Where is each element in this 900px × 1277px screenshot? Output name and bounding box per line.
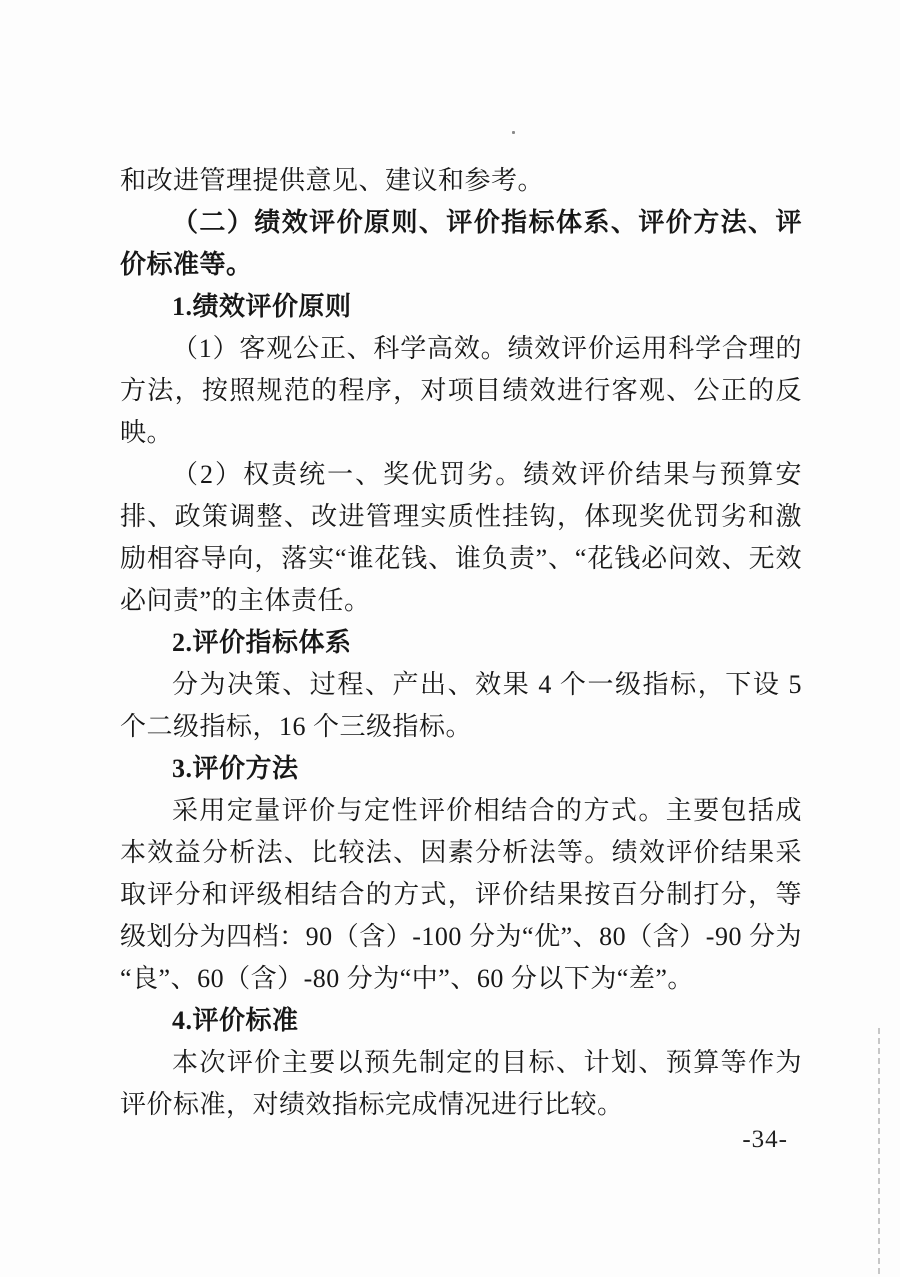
scan-speck-artifact bbox=[512, 131, 515, 134]
subsection-heading-3: 3.评价方法 bbox=[172, 754, 299, 783]
page-number: -34- bbox=[742, 1126, 788, 1153]
paragraph: 本次评价主要以预先制定的目标、计划、预算等作为评价标准，对绩效指标完成情况进行比较。 bbox=[120, 1048, 802, 1119]
subsection-heading-4: 4.评价标准 bbox=[172, 1006, 299, 1035]
paragraph: 分为决策、过程、产出、效果 4 个一级指标，下设 5 个二级指标，16 个三级指标。 bbox=[120, 670, 802, 741]
paragraph: （1）客观公正、科学高效。绩效评价运用科学合理的方法，按照规范的程序，对项目绩效进行客观、公正的反映。 bbox=[120, 334, 802, 447]
subsection-heading-1: 1.绩效评价原则 bbox=[172, 292, 352, 321]
document-body bbox=[120, 160, 802, 1126]
paragraph: 采用定量评价与定性评价相结合的方式。主要包括成本效益分析法、比较法、因素分析法等。绩效评价结果采取评分和评级相结合的方式，评价结果按百分制打分，等级划分为四档：90（含）-100 分为“优”、80（含）-90 分为“良”、60（含）-80 分为“中”、60 分以下为“差”。 bbox=[120, 796, 802, 993]
section-heading-2: （二）绩效评价原则、评价指标体系、评价方法、评价标准等。 bbox=[120, 208, 802, 279]
subsection-heading-2: 2.评价指标体系 bbox=[172, 628, 352, 657]
paragraph-continuation: 和改进管理提供意见、建议和参考。 bbox=[120, 166, 545, 195]
scan-edge-artifact bbox=[878, 1028, 880, 1274]
paragraph: （2）权责统一、奖优罚劣。绩效评价结果与预算安排、政策调整、改进管理实质性挂钩，体现奖优罚劣和激励相容导向，落实“谁花钱、谁负责”、“花钱必问效、无效必问责”的主体责任。 bbox=[120, 460, 802, 615]
